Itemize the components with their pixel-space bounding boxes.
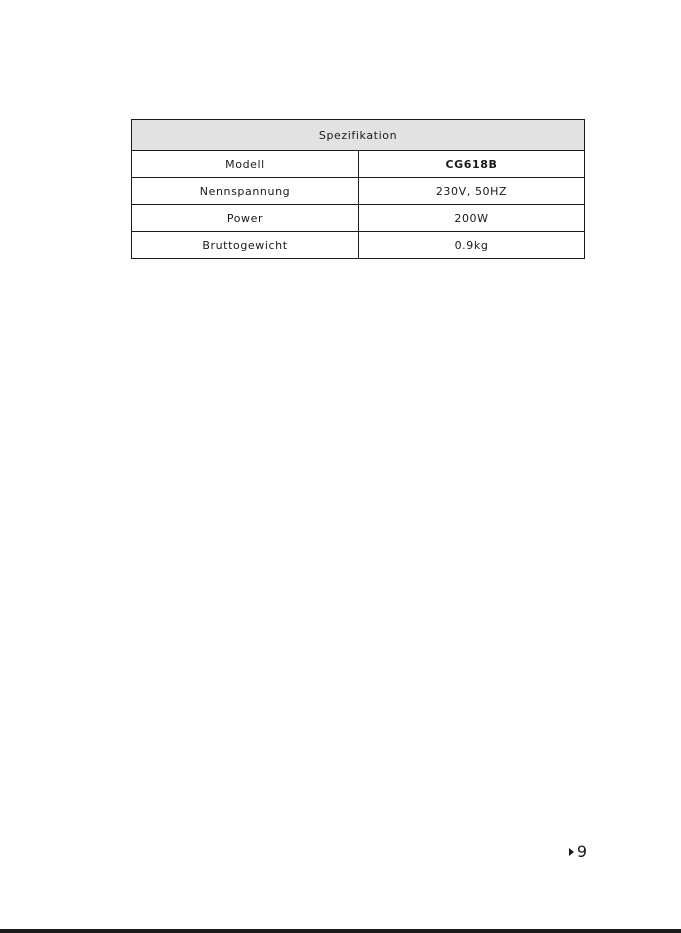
spec-value-voltage: 230V, 50HZ	[359, 178, 585, 205]
spec-table	[131, 119, 585, 259]
table-row	[132, 232, 585, 259]
page-number-text: 9	[576, 842, 587, 861]
triangle-right-icon	[569, 848, 574, 856]
spec-label-model: Modell	[132, 151, 359, 178]
spec-value-weight: 0.9kg	[359, 232, 585, 259]
spec-label-voltage: Nennspannung	[132, 178, 359, 205]
page-number	[569, 842, 587, 861]
spec-table-header-row	[132, 120, 585, 151]
spec-label-weight: Bruttogewicht	[132, 232, 359, 259]
table-row	[132, 178, 585, 205]
spec-value-model: CG618B	[359, 151, 585, 178]
bottom-rule	[0, 929, 681, 933]
spec-value-power: 200W	[359, 205, 585, 232]
spec-table-title: Spezifikation	[132, 120, 585, 151]
table-row	[132, 151, 585, 178]
table-row	[132, 205, 585, 232]
spec-label-power: Power	[132, 205, 359, 232]
